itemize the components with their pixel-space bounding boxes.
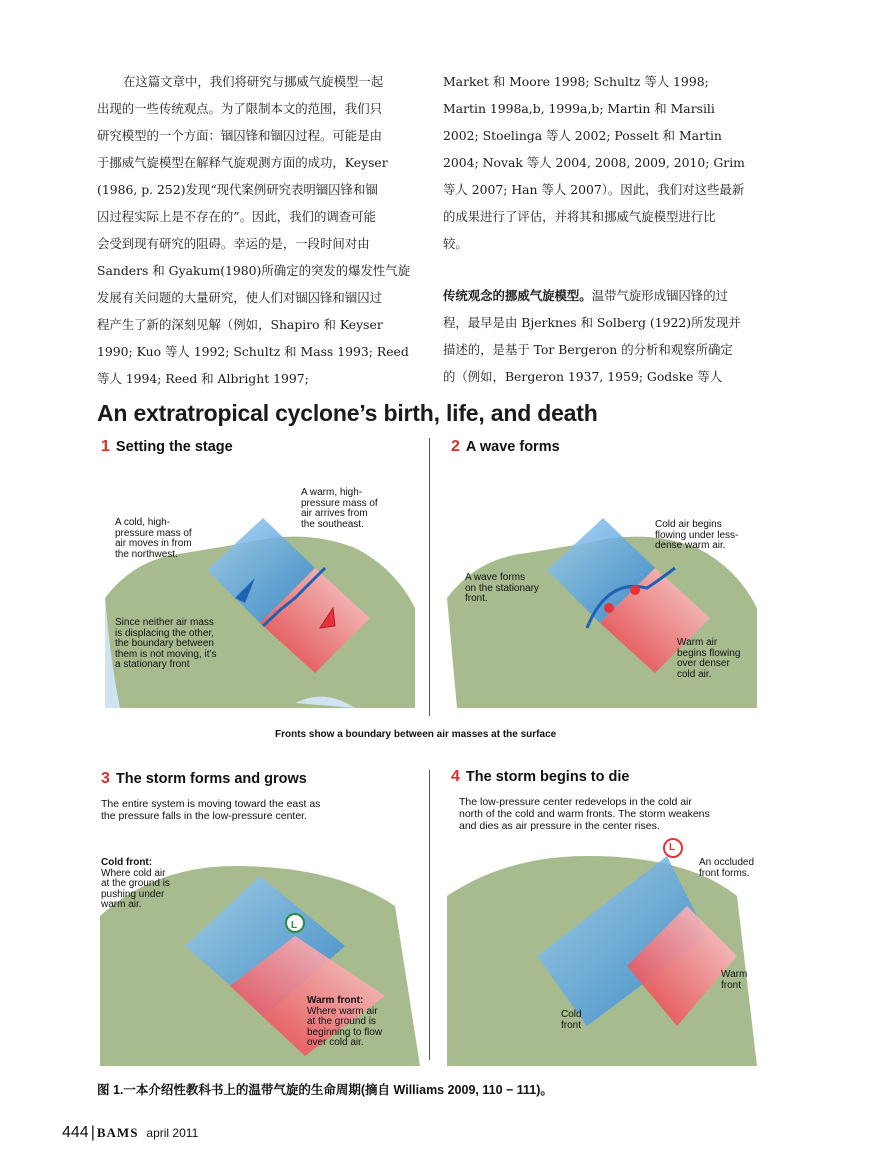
fronts-caption: Fronts show a boundary between air masses at the surface <box>275 729 557 740</box>
page-footer <box>62 1124 198 1142</box>
panel-2-warm-label: Warm air begins flowing over denser cold air. <box>677 637 741 680</box>
panel-2-wave-label: A wave forms on the stationary front. <box>465 572 539 604</box>
left-line-9: 程产生了新的深刻见解（例如，Shapiro 和 Keyser <box>97 317 383 332</box>
right-text-column <box>443 68 775 390</box>
right-line-5: 的成果进行了评估，并将其和挪威气旋模型进行比 <box>443 209 716 224</box>
panel-4-occluded-label: An occluded front forms. <box>699 857 755 879</box>
left-line-11: 等人 1994; Reed 和 Albright 1997; <box>97 371 309 386</box>
section-line-2: 描述的，是基于 Tor Bergeron 的分析和观察所确定 <box>443 342 733 357</box>
panel-4-cold-front-label: Cold front <box>561 1009 582 1031</box>
panel-1-cold-label: A cold, high- pressure mass of air moves in from the northwest. <box>115 517 192 560</box>
panel-4-title: 4 The storm begins to die <box>451 768 630 785</box>
section-line-3: 的（例如，Bergeron 1937, 1959; Godske 等人 <box>443 369 723 384</box>
panel-setting-the-stage <box>95 428 425 718</box>
panel-divider-bottom <box>429 770 430 1060</box>
panel-3-low-marker: L <box>291 920 298 931</box>
panel-4-low-marker: L <box>669 842 676 853</box>
panel-1-stationary-label: Since neither air mass is displacing the other, the boundary between them is not moving, it’s a stationary front <box>115 617 217 670</box>
left-line-6: 会受到现有研究的阻碍。幸运的是，一段时间对由 <box>97 236 370 251</box>
right-line-3: 2004; Novak 等人 2004, 2008, 2009, 2010; Grim <box>443 155 745 170</box>
footer-separator: | <box>90 1124 95 1141</box>
left-line-1: 出现的一些传统观点。为了限制本文的范围，我们只 <box>97 101 382 116</box>
left-line-4: (1986, p. 252)发现“现代案例研究表明锢囚锋和锢 <box>97 182 378 197</box>
panel-storm-dies <box>437 760 765 1066</box>
left-line-2: 研究模型的一个方面：锢囚锋和锢囚过程。可能是由 <box>97 128 382 143</box>
panel-divider-top <box>429 438 430 716</box>
left-line-0: 在这篇文章中，我们将研究与挪威气旋模型一起 <box>123 74 384 89</box>
figure-title: An extratropical cyclone’s birth, life, and death <box>97 400 598 426</box>
panel-3-cold-front-label: Cold front: Where cold air at the ground is pushing under warm air. <box>101 857 170 910</box>
left-line-10: 1990; Kuo 等人 1992; Schultz 和 Mass 1993; Reed <box>97 344 409 359</box>
issue-date: april 2011 <box>146 1126 199 1140</box>
panel-2-cold-label: Cold air begins flowing under less- dense warm air. <box>655 519 739 551</box>
section-line-1: 程，最早是由 Bjerknes 和 Solberg (1922)所发现并 <box>443 315 741 330</box>
left-line-5: 囚过程实际上是不存在的”。因此，我们的调查可能 <box>97 209 376 224</box>
panel-4-warm-front-label: Warm front <box>721 969 748 991</box>
right-line-1: Martin 1998a,b, 1999a,b; Martin 和 Marsili <box>443 101 715 116</box>
left-line-8: 发展有关问题的大量研究，使人们对锢囚锋和锢囚过 <box>97 290 382 305</box>
panel-2-title: 2 A wave forms <box>451 438 560 455</box>
right-line-2: 2002; Stoelinga 等人 2002; Posselt 和 Martin <box>443 128 722 143</box>
section-heading: 传统观念的挪威气旋模型。 <box>443 288 592 303</box>
right-line-4: 等人 2007; Han 等人 2007）。因此，我们对这些最新 <box>443 182 745 197</box>
panel-1-title: 1 Setting the stage <box>101 438 233 455</box>
right-line-6: 较。 <box>443 236 468 251</box>
panel-1-warm-label: A warm, high- pressure mass of air arrives from the southeast. <box>301 487 378 530</box>
journal-name: BAMS <box>96 1125 139 1140</box>
figure-caption: 图 1.一本介绍性教科书上的温带气旋的生命周期(摘自 Williams 2009, 110 − 111)。 <box>97 1083 553 1097</box>
panel-3-subtitle: The entire system is moving toward the east as the pressure falls in the low-pressure center. <box>101 798 321 822</box>
section-line-0: 温带气旋形成锢囚锋的过 <box>591 288 728 303</box>
panel-3-warm-front-label: Warm front: Where warm air at the ground is beginning to flow over cold air. <box>307 995 383 1048</box>
page-number: 444 <box>62 1124 89 1141</box>
cyclone-figure <box>95 398 767 1066</box>
left-text-column <box>97 68 429 392</box>
left-line-3: 于挪威气旋模型在解释气旋观测方面的成功，Keyser <box>97 155 388 170</box>
panel-a-wave-forms <box>437 428 765 718</box>
left-line-7: Sanders 和 Gyakum(1980)所确定的突发的爆发性气旋 <box>97 263 411 278</box>
panel-4-subtitle: The low-pressure center redevelops in the cold air north of the cold and warm fronts. The storm weakens and dies as air pressure in the center rises. <box>459 796 710 832</box>
right-line-0: Market 和 Moore 1998; Schultz 等人 1998; <box>443 74 709 89</box>
panel-3-title: 3 The storm forms and grows <box>101 770 307 787</box>
panel-storm-forms <box>95 760 425 1066</box>
